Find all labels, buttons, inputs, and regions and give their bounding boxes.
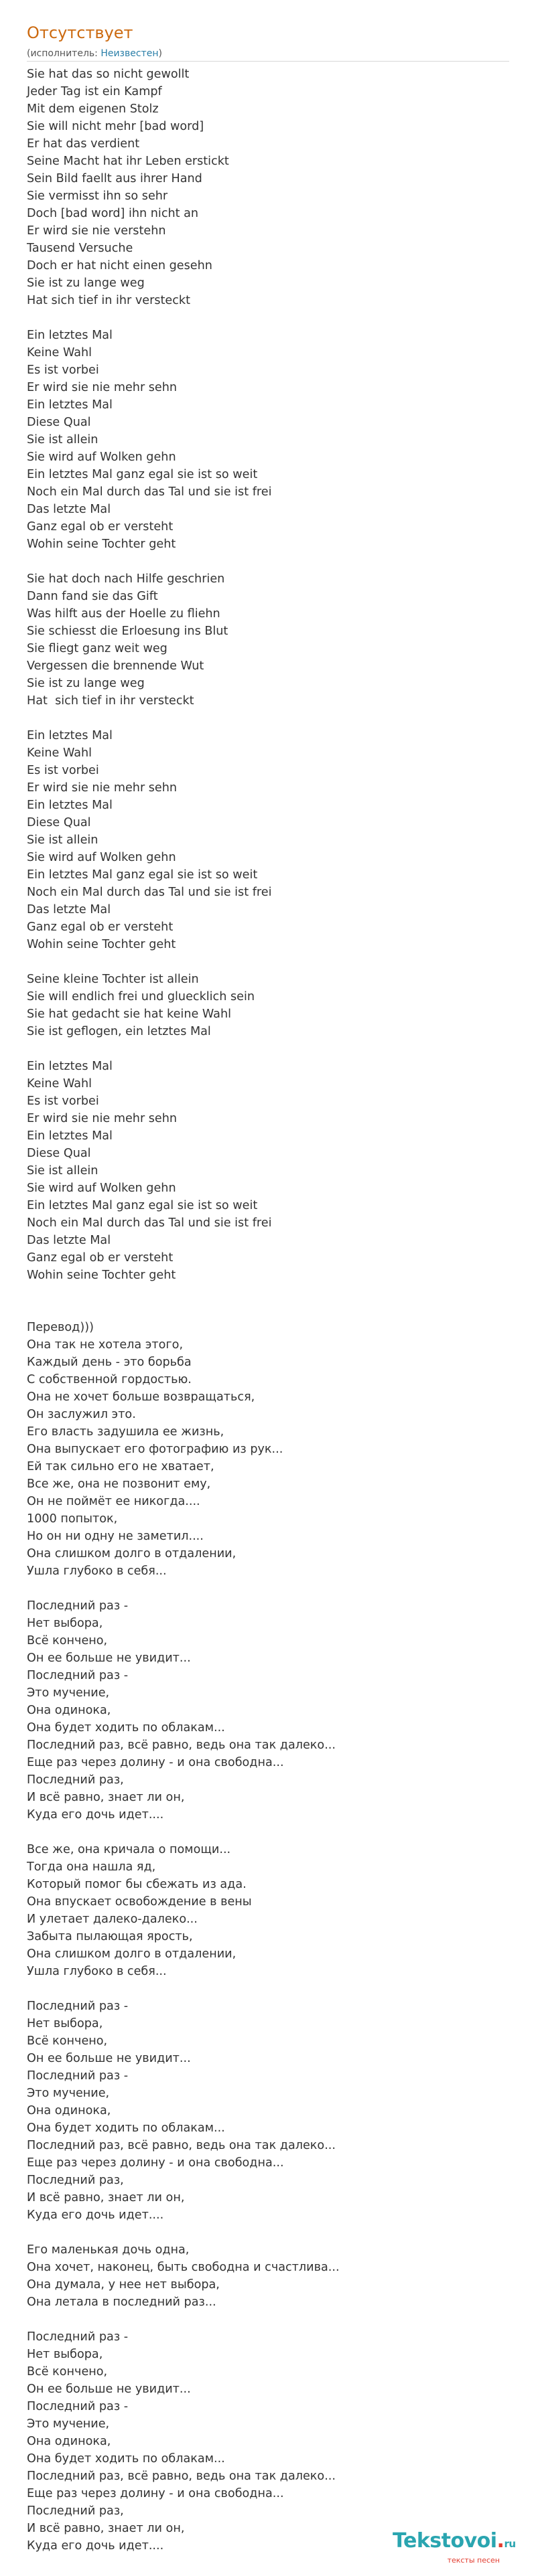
lyric-line <box>27 1301 509 1319</box>
lyric-line: Hat sich tief in ihr versteckt <box>27 294 190 307</box>
lyric-line: Всё кончено, <box>27 2034 108 2048</box>
lyric-line: Diese Qual <box>27 1147 91 1160</box>
lyric-line: Последний раз, всё равно, ведь она так далеко... <box>27 2470 336 2483</box>
lyric-line: Hat sich tief in ihr versteckt <box>27 694 194 708</box>
lyric-line: Ein letztes Mal <box>27 1060 113 1073</box>
lyric-line: Das letzte Mal <box>27 503 111 516</box>
lyric-line: Она впускает освобождение в вены <box>27 1895 252 1909</box>
lyric-line: Sie vermisst ihn so sehr <box>27 189 168 203</box>
lyric-line: Ein letztes Mal <box>27 398 113 412</box>
lyric-line: Seine Macht hat ihr Leben erstickt <box>27 155 229 168</box>
lyric-line: Diese Qual <box>27 416 91 429</box>
lyric-line: Последний раз - <box>27 1599 129 1613</box>
performer-prefix: (исполнитель: <box>27 48 101 59</box>
lyric-line: Ушла глубоко в себя... <box>27 1965 167 1978</box>
lyric-line: Она будет ходить по облакам... <box>27 2121 225 2135</box>
lyric-line <box>27 953 509 971</box>
performer-suffix: ) <box>158 48 162 59</box>
performer-line <box>27 48 162 59</box>
lyric-line: И улетает далеко-далеко... <box>27 1913 198 1926</box>
lyric-line: Тогда она нашла яд, <box>27 1860 156 1874</box>
lyric-line: Sie will nicht mehr [bad word] <box>27 120 204 133</box>
lyric-line: Sie wird auf Wolken gehn <box>27 1182 176 1195</box>
lyric-line: Она выпускает его фотографию из рук... <box>27 1443 283 1456</box>
lyric-line: Ganz egal ob er versteht <box>27 920 174 934</box>
lyric-line: Was hilft aus der Hoelle zu fliehn <box>27 607 220 621</box>
lyric-line <box>27 1284 509 1301</box>
lyric-line: Она будет ходить по облакам... <box>27 2452 225 2466</box>
lyric-line: Er hat das verdient <box>27 137 140 151</box>
lyric-line: Keine Wahl <box>27 1077 92 1091</box>
lyric-line: Er wird sie nie mehr sehn <box>27 381 178 394</box>
lyric-line: Das letzte Mal <box>27 1234 111 1247</box>
lyric-line <box>27 309 509 327</box>
lyric-line: Его власть задушила ее жизнь, <box>27 1425 224 1439</box>
lyric-line: Она думала, у нее нет выбора, <box>27 2278 220 2291</box>
lyric-line: Er wird sie nie mehr sehn <box>27 781 178 795</box>
lyric-line: Wohin seine Tochter geht <box>27 938 176 951</box>
logo-tagline: тексты песен <box>447 2556 500 2565</box>
lyric-line: Он ее больше не увидит... <box>27 1652 191 1665</box>
lyric-line: Еще раз через долину - и она свободна... <box>27 2487 284 2500</box>
lyric-line: Она так не хотела этого, <box>27 1338 184 1352</box>
header-divider <box>27 61 509 62</box>
lyric-line: Vergessen die brennende Wut <box>27 659 204 673</box>
lyric-line: Это мучение, <box>27 1686 110 1700</box>
lyric-line: Каждый день - это борьба <box>27 1356 192 1369</box>
lyric-line: Его маленькая дочь одна, <box>27 2243 190 2257</box>
lyric-line: Ein letztes Mal ganz egal sie ist so weit <box>27 868 258 882</box>
lyric-line: 1000 попыток, <box>27 1512 118 1526</box>
lyric-line: Нет выбора, <box>27 2348 103 2361</box>
lyric-line: Она слишком долго в отдалении, <box>27 1547 237 1560</box>
lyric-line: Er wird sie nie verstehn <box>27 224 166 238</box>
lyric-line: Она будет ходить по облакам... <box>27 1721 225 1735</box>
lyric-line: И всё равно, знает ли он, <box>27 2191 185 2204</box>
lyric-line: Последний раз - <box>27 2330 129 2344</box>
logo-dot: . <box>496 2529 505 2553</box>
lyric-line: И всё равно, знает ли он, <box>27 2522 185 2535</box>
lyric-line: Она одинока, <box>27 2104 111 2117</box>
lyric-line <box>27 2311 509 2328</box>
lyric-line: Sie ist allein <box>27 433 98 447</box>
lyric-line: Er wird sie nie mehr sehn <box>27 1112 178 1125</box>
lyrics-text <box>27 66 509 2555</box>
lyric-line: Ей так сильно его не хватает, <box>27 1460 214 1473</box>
lyric-line: Tausend Versuche <box>27 242 133 255</box>
lyric-line: Все же, она не позвонит ему, <box>27 1477 211 1491</box>
lyric-line: Wohin seine Tochter geht <box>27 538 176 551</box>
lyric-line: Es ist vorbei <box>27 764 99 777</box>
song-title: Отсутствует <box>27 23 133 42</box>
lyric-line: Перевод))) <box>27 1321 94 1334</box>
logo-wordmark <box>393 2529 520 2556</box>
lyric-line: Последний раз, <box>27 2174 124 2187</box>
lyric-line: Dann fand sie das Gift <box>27 590 158 603</box>
lyric-line <box>27 1040 509 1058</box>
lyric-line: Seine kleine Tochter ist allein <box>27 973 199 986</box>
lyric-line: Es ist vorbei <box>27 364 99 377</box>
lyric-line: Keine Wahl <box>27 346 92 359</box>
lyric-line: Jeder Tag ist ein Kampf <box>27 85 162 98</box>
lyric-line: Noch ein Mal durch das Tal und sie ist frei <box>27 1216 272 1230</box>
lyric-line: Sie fliegt ganz weit weg <box>27 642 168 655</box>
lyric-line: Она одинока, <box>27 1704 111 1717</box>
lyric-line: Das letzte Mal <box>27 903 111 916</box>
lyric-line <box>27 553 509 570</box>
lyric-line: Ein letztes Mal ganz egal sie ist so weit <box>27 468 258 481</box>
lyric-line: Еще раз через долину - и она свободна... <box>27 1756 284 1769</box>
lyric-line: Ушла глубоко в себя... <box>27 1564 167 1578</box>
lyric-line: Sein Bild faellt aus ihrer Hand <box>27 172 202 185</box>
lyric-line: Doch [bad word] ihn nicht an <box>27 207 199 220</box>
lyric-line: Последний раз - <box>27 2069 129 2083</box>
lyric-line: Diese Qual <box>27 816 91 829</box>
lyric-line: Она слишком долго в отдалении, <box>27 1947 237 1961</box>
lyric-line: Он ее больше не увидит... <box>27 2052 191 2065</box>
lyric-line: С собственной гордостью. <box>27 1373 192 1386</box>
lyric-line: Sie hat doch nach Hilfe geschrien <box>27 572 225 586</box>
logo-tld: ru <box>504 2538 516 2550</box>
lyric-line: Sie wird auf Wolken gehn <box>27 451 176 464</box>
lyric-line: Sie will endlich frei und gluecklich sein <box>27 990 255 1003</box>
lyric-line: Нет выбора, <box>27 1617 103 1630</box>
lyric-line: Но он ни одну не заметил.... <box>27 1530 204 1543</box>
lyric-line: Ein letztes Mal <box>27 729 113 742</box>
performer-link[interactable]: Неизвестен <box>100 48 159 59</box>
lyric-line: Всё кончено, <box>27 2365 108 2379</box>
lyric-line: Всё кончено, <box>27 1634 108 1647</box>
lyric-line: Куда его дочь идет.... <box>27 1808 164 1822</box>
lyric-line <box>27 710 509 727</box>
lyric-line <box>27 2224 509 2241</box>
lyric-line: Все же, она кричала о помощи... <box>27 1843 231 1856</box>
lyric-line: Ein letztes Mal <box>27 1129 113 1143</box>
lyric-line: Последний раз, <box>27 1773 124 1787</box>
lyric-line: Es ist vorbei <box>27 1095 99 1108</box>
lyric-line: Куда его дочь идет.... <box>27 2539 164 2553</box>
lyric-line: Sie hat das so nicht gewollt <box>27 68 190 81</box>
lyric-line: Еще раз через долину - и она свободна... <box>27 2156 284 2170</box>
lyric-line: Ein letztes Mal <box>27 799 113 812</box>
lyric-line: Ein letztes Mal ganz egal sie ist so weit <box>27 1199 258 1212</box>
lyric-line: Sie ist allein <box>27 1164 98 1178</box>
lyric-line: Куда его дочь идет.... <box>27 2208 164 2222</box>
lyric-line: Последний раз, всё равно, ведь она так далеко... <box>27 1739 336 1752</box>
lyric-line: Он заслужил это. <box>27 1408 136 1421</box>
lyric-line: Keine Wahl <box>27 746 92 760</box>
lyric-line: Ganz egal ob er versteht <box>27 1251 174 1265</box>
logo-main: Tekstovoi <box>393 2529 497 2553</box>
lyric-line: Последний раз, всё равно, ведь она так далеко... <box>27 2139 336 2152</box>
lyric-line: Wohin seine Tochter geht <box>27 1269 176 1282</box>
lyric-line: Sie schiesst die Erloesung ins Blut <box>27 625 228 638</box>
lyric-line: Sie ist allein <box>27 833 98 847</box>
lyric-line <box>27 1980 509 1998</box>
lyric-line: Doch er hat nicht einen gesehn <box>27 259 212 272</box>
lyric-line: Забыта пылающая ярость, <box>27 1930 193 1943</box>
lyric-line: Она хочет, наконец, быть свободна и счастлива... <box>27 2261 340 2274</box>
lyric-line: Ganz egal ob er versteht <box>27 520 174 534</box>
lyric-line: Он не поймёт ее никогда.... <box>27 1495 200 1508</box>
lyric-line: Она не хочет больше возвращаться, <box>27 1390 255 1404</box>
lyric-line: Noch ein Mal durch das Tal und sie ist frei <box>27 485 272 499</box>
site-logo[interactable] <box>393 2529 520 2568</box>
lyric-line: Последний раз - <box>27 1669 129 1682</box>
lyric-line <box>27 1580 509 1597</box>
lyric-line: Mit dem eigenen Stolz <box>27 102 159 116</box>
lyric-line: Это мучение, <box>27 2087 110 2100</box>
lyric-line: Sie ist zu lange weg <box>27 677 145 690</box>
lyric-line: Она одинока, <box>27 2435 111 2448</box>
lyric-line: Sie ist geflogen, ein letztes Mal <box>27 1025 211 1038</box>
lyric-line: Который помог бы сбежать из ада. <box>27 1878 247 1891</box>
lyric-line <box>27 1824 509 1841</box>
lyric-line: Последний раз - <box>27 2400 129 2413</box>
lyric-line: Нет выбора, <box>27 2017 103 2030</box>
lyric-line: Это мучение, <box>27 2417 110 2431</box>
lyric-line: Последний раз - <box>27 2000 129 2013</box>
lyric-line: Она летала в последний раз... <box>27 2296 216 2309</box>
lyric-line: Последний раз, <box>27 2504 124 2518</box>
lyric-line: И всё равно, знает ли он, <box>27 1791 185 1804</box>
lyric-line: Noch ein Mal durch das Tal und sie ist frei <box>27 886 272 899</box>
lyric-line: Он ее больше не увидит... <box>27 2383 191 2396</box>
lyric-line: Sie hat gedacht sie hat keine Wahl <box>27 1008 231 1021</box>
lyric-line: Ein letztes Mal <box>27 329 113 342</box>
lyric-line: Sie wird auf Wolken gehn <box>27 851 176 864</box>
lyric-line: Sie ist zu lange weg <box>27 276 145 290</box>
